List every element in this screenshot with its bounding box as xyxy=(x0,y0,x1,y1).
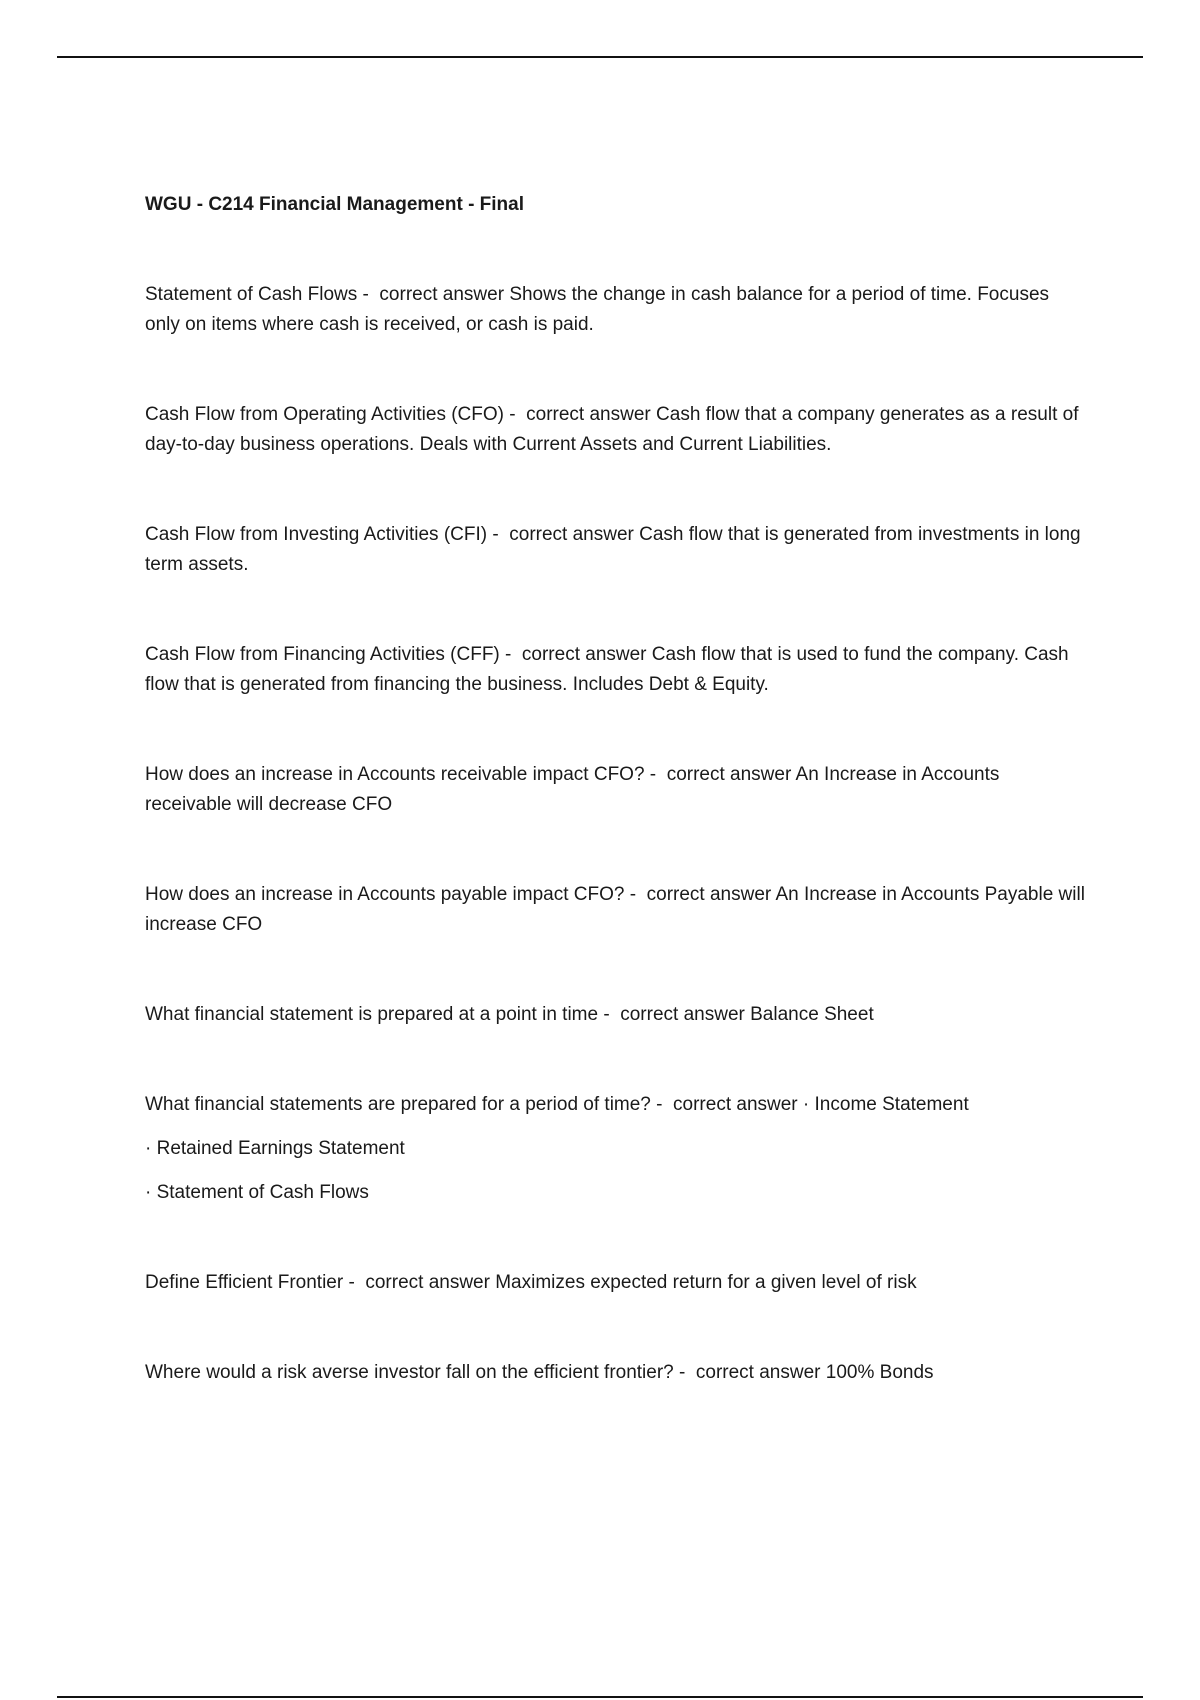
answer-text: 100% Bonds xyxy=(825,1362,934,1383)
bottom-rule xyxy=(57,1696,1143,1698)
answer-separator: - correct answer xyxy=(357,284,510,305)
document-body xyxy=(145,190,1085,1448)
qa-entry xyxy=(145,280,1085,340)
answer-text: · Income Statement xyxy=(802,1094,969,1115)
qa-entry xyxy=(145,760,1085,820)
qa-entry xyxy=(145,400,1085,460)
qa-entry xyxy=(145,640,1085,700)
qa-entry xyxy=(145,1358,1085,1388)
qa-text xyxy=(145,880,1085,940)
qa-text xyxy=(145,520,1085,580)
answer-text: Balance Sheet xyxy=(750,1004,874,1025)
question-text: Where would a risk averse investor fall on the efficient frontier? xyxy=(145,1362,674,1383)
qa-entry xyxy=(145,1268,1085,1298)
answer-text: Cash flow that is generated from investments in long term assets. xyxy=(145,524,1081,575)
answer-text: Maximizes expected return for a given level of risk xyxy=(495,1272,917,1293)
qa-entry xyxy=(145,520,1085,580)
answer-separator: - correct answer xyxy=(499,644,652,665)
answer-text: Cash flow that is used to fund the company. Cash flow that is generated from financing the business. Includes Debt & Equity. xyxy=(145,644,1069,695)
qa-text xyxy=(145,280,1085,340)
answer-separator: - correct answer xyxy=(644,764,796,785)
answer-separator: - correct answer xyxy=(343,1272,496,1293)
answer-separator: - correct answer xyxy=(487,524,640,545)
question-text: Define Efficient Frontier xyxy=(145,1272,344,1293)
qa-text xyxy=(145,1090,1085,1120)
question-text: What financial statement is prepared at a point in time xyxy=(145,1004,599,1025)
bullet-item: · Retained Earnings Statement xyxy=(145,1138,405,1159)
qa-text xyxy=(145,1358,1085,1388)
question-text: How does an increase in Accounts payable impact CFO? xyxy=(145,884,625,905)
answer-separator: - correct answer xyxy=(503,404,657,425)
answer-text: An Increase in Accounts Payable will increase CFO xyxy=(145,884,1085,935)
qa-entry xyxy=(145,880,1085,940)
qa-text xyxy=(145,400,1085,460)
qa-text xyxy=(145,1268,1085,1298)
qa-entry xyxy=(145,1000,1085,1030)
question-text: What financial statements are prepared for a period of time? xyxy=(145,1094,651,1115)
answer-text: Cash flow that a company generates as a result of day-to-day business operations. Deals with Current Assets and Current Liabilities. xyxy=(145,404,1079,455)
question-text: Cash Flow from Investing Activities (CFI) xyxy=(145,524,488,545)
qa-text xyxy=(145,640,1085,700)
answer-separator: - correct answer xyxy=(650,1094,803,1115)
top-rule xyxy=(57,56,1143,58)
question-text: How does an increase in Accounts receivable impact CFO? xyxy=(145,764,645,785)
question-text: Cash Flow from Operating Activities (CFO) xyxy=(145,404,504,425)
document-title: WGU - C214 Financial Management - Final xyxy=(145,194,525,215)
bullet-item: · Statement of Cash Flows xyxy=(145,1182,369,1203)
answer-separator: - correct answer xyxy=(624,884,776,905)
answer-separator: - correct answer xyxy=(673,1362,826,1383)
question-text: Statement of Cash Flows xyxy=(145,284,358,305)
answer-text: Shows the change in cash balance for a period of time. Focuses only on items where cash is received, or cash is paid. xyxy=(145,284,1050,335)
question-text: Cash Flow from Financing Activities (CFF) xyxy=(145,644,500,665)
qa-text xyxy=(145,760,1085,820)
answer-text: An Increase in Accounts receivable will decrease CFO xyxy=(145,764,1000,815)
qa-entry xyxy=(145,1090,1085,1208)
answer-separator: - correct answer xyxy=(598,1004,751,1025)
qa-text xyxy=(145,1000,1085,1030)
